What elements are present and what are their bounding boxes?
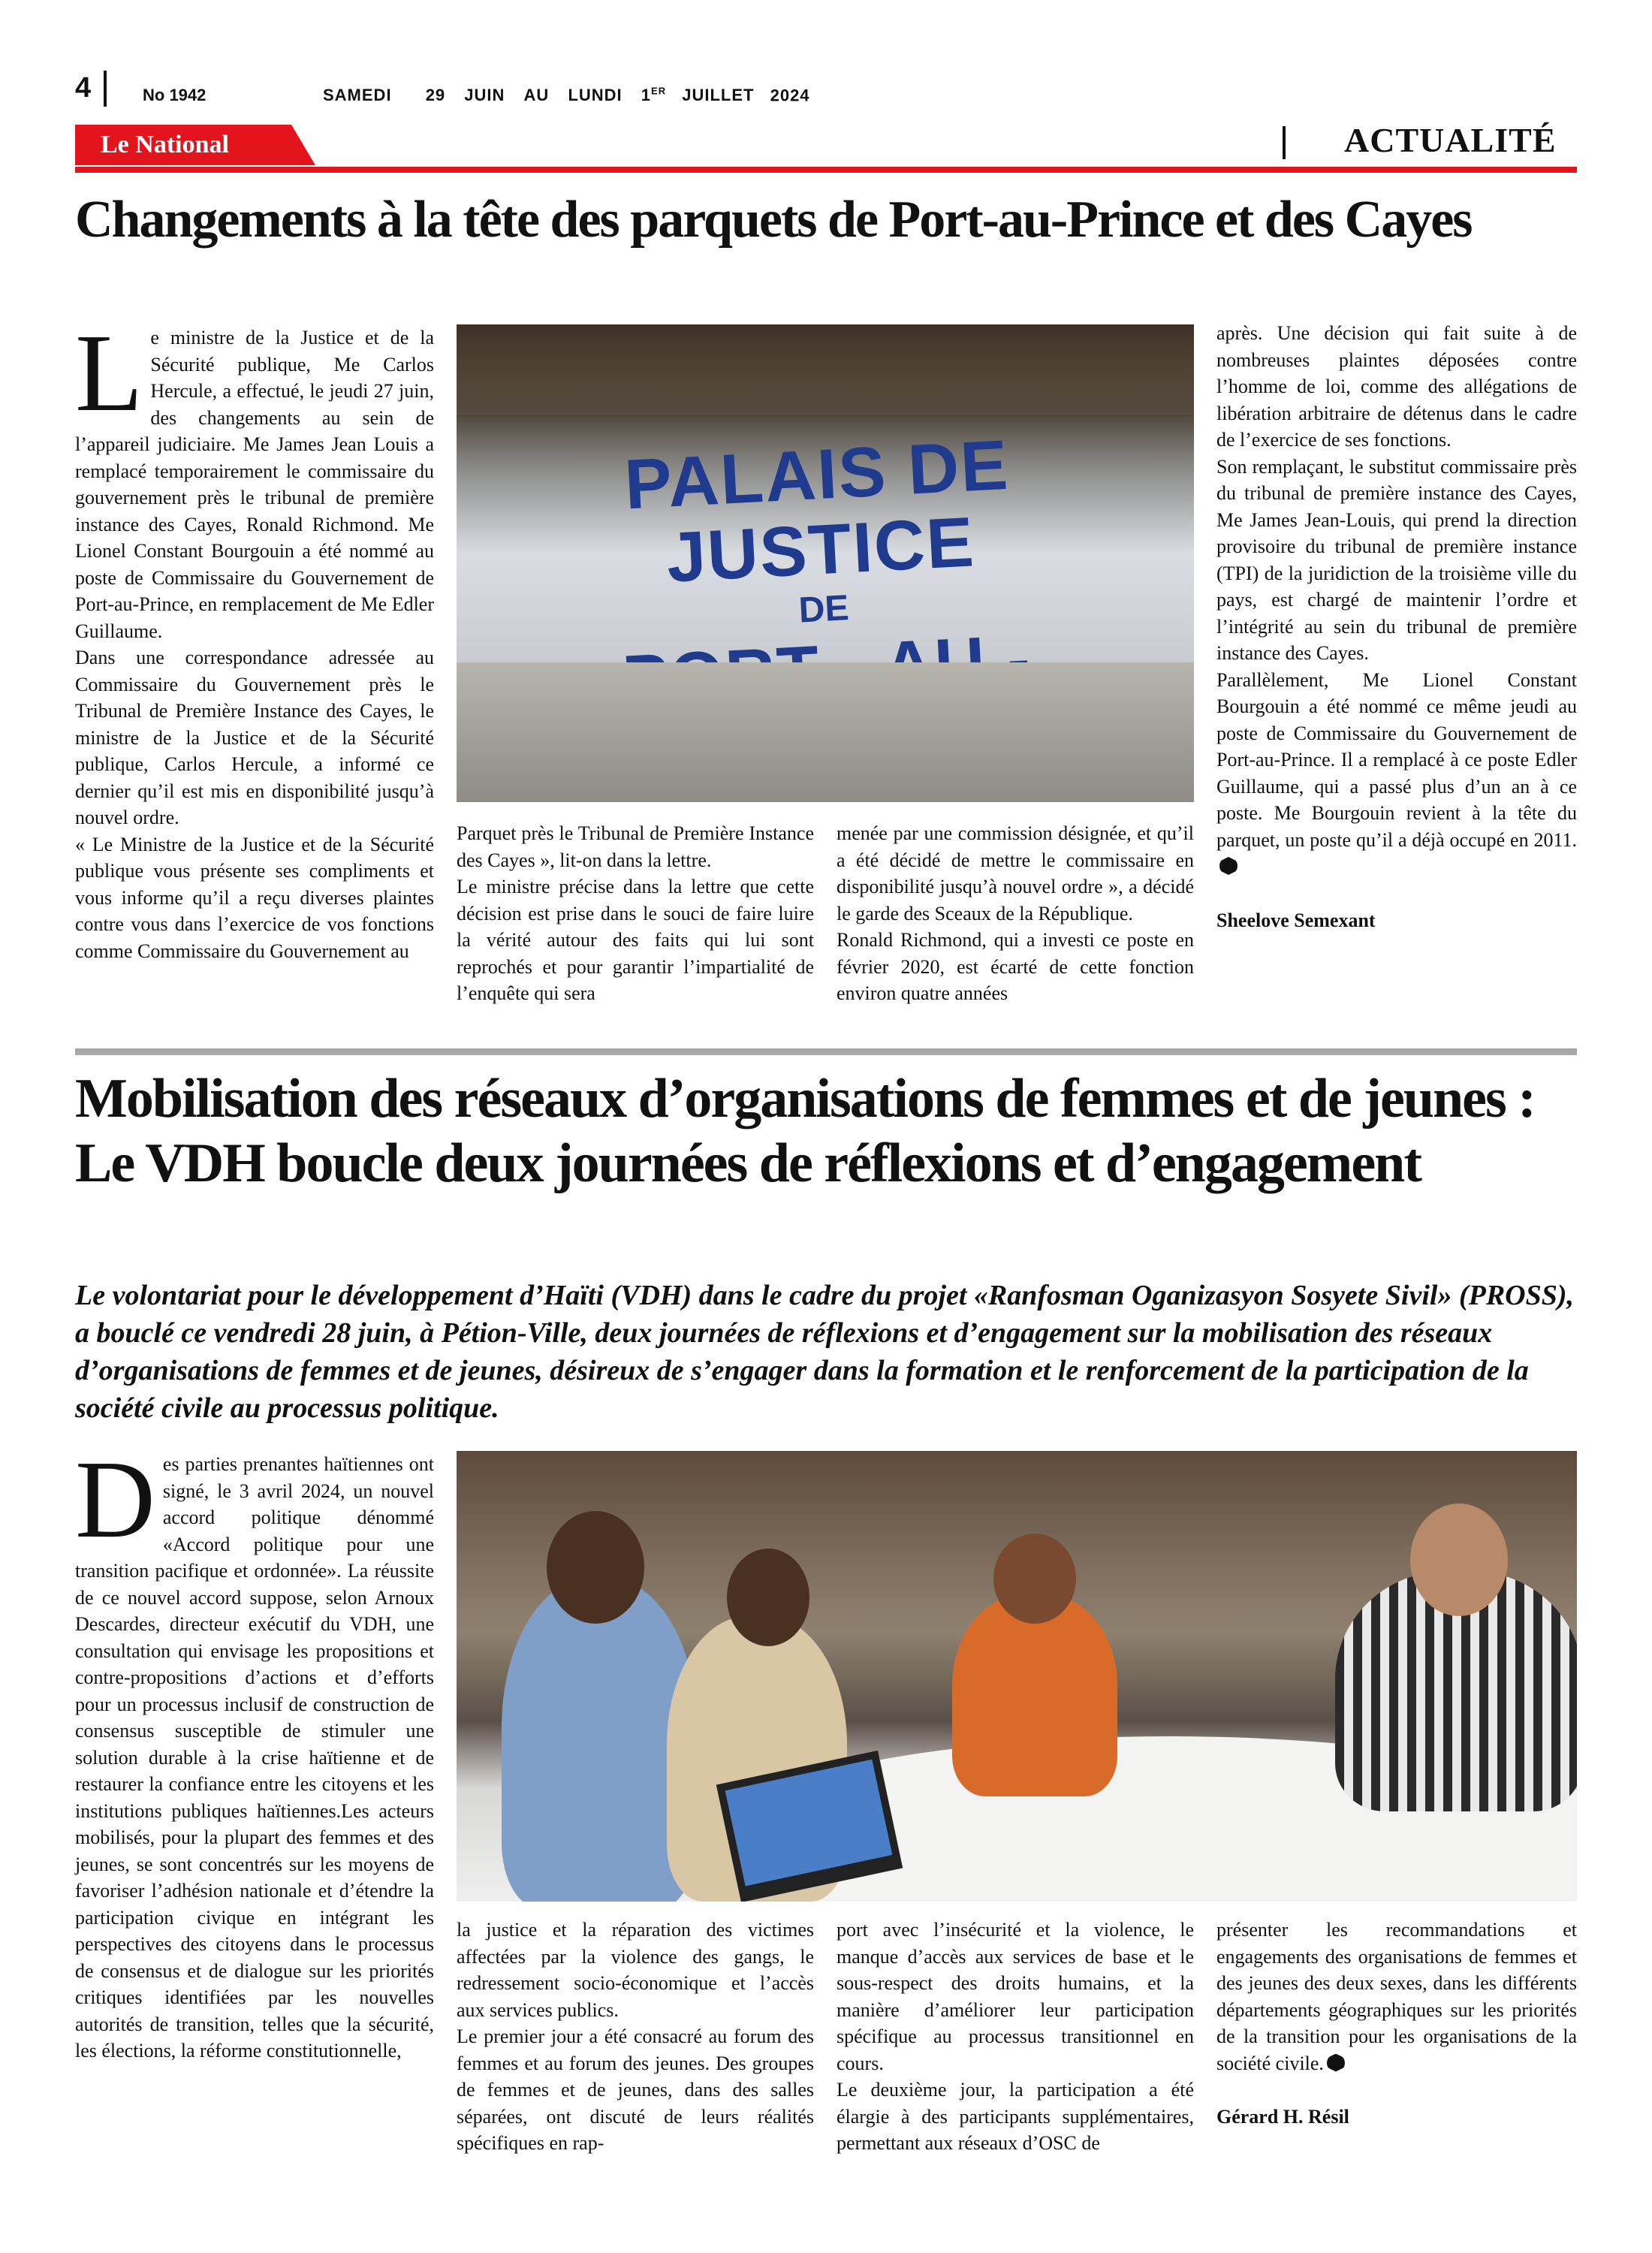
paragraph: Son remplaçant, le substitut commissaire près du tribunal de première instance des Cayes, Me James Jean-Louis, qui prend la direction provisoire du tribunal de première instance (TPI) de la juridiction de la troisième ville du pays, est chargé de maintenir l’ordre et l’intégrité au sein du tribunal de première instance des Cayes. (1216, 455, 1577, 664)
issue-number: No 1942 (143, 86, 206, 104)
paragraph: Dans une correspondance adressée au Commissaire du Gouvernement près le Tribunal de Première Instance des Cayes, le ministre de la Justice et de la Sécurité publique, Carlos Hercule, a informé ce dernier qu’il est mis en disponibilité jusqu’à nouvel ordre. (75, 647, 434, 828)
date-day: 1ER (641, 86, 667, 105)
dropcap: D (75, 1438, 155, 1561)
date-year: 2024 (770, 86, 810, 105)
photo-head (727, 1549, 809, 1646)
article2-title: Mobilisation des réseaux d’organisations de femmes et de jeunes : Le VDH boucle deux journées de réflexions et d’engagement (75, 1068, 1535, 1194)
workshop-photo (457, 1451, 1577, 1902)
article-separator (75, 1048, 1577, 1055)
paragraph: port avec l’insécurité et la violence, le manque d’accès aux services de base et le sous-respect des droits humains, et la manière d’améliorer leur participation spécifique au processus transitionnel en cours. (837, 1919, 1194, 2074)
paragraph: menée par une commission désignée, et qu’il a été décidé de mettre le commissaire en disponibilité jusqu’à nouvel ordre », a décidé le garde des Sceaux de la République. (837, 822, 1194, 924)
paragraph: Le ministre précise dans la lettre que cette décision est prise dans le souci de faire luire la vérité autour des faits qui lui sont reprochés et pour garantir l’impartialité de l’enquête qui sera (457, 876, 814, 1004)
section-divider (1283, 126, 1286, 159)
article1-title: Changements à la tête des parquets de Port-au-Prince et des Cayes (75, 191, 1472, 249)
date-word: JUILLET (682, 86, 755, 105)
article2-column-2 (457, 1917, 814, 2157)
brand-name: Le National (101, 131, 229, 158)
article1-column-2 (457, 820, 814, 1007)
end-mark-icon (1219, 857, 1237, 875)
article2-lead: Le volontariat pour le développement d’Haïti (VDH) dans le cadre du projet «Ranfosman Oganizasyon Sosyete Sivil» (PROSS), a bouclé ce vendredi 28 juin, à Pétion-Ville, deux journées de réflexions et d’engagement sur la mobilisation des réseaux d’organisations de femmes et de jeunes, désireux de s’engager dans la formation et le renforcement de la participation de la société civile au processus politique. (75, 1280, 1575, 1424)
paragraph: es parties prenantes haïtiennes ont signé, le 3 avril 2024, un nouvel accord politique dénommé «Accord politique pour une transition pacifique et ordonnée». La réussite de ce nouvel accord suppose, selon Arnoux Descardes, directeur exécutif du VDH, une consultation qui envisage les propositions et contre-propositions d’actions et d’efforts pour un processus inclusif de construction de consensus susceptible de stimuler une solution durable à la crise haïtienne et de restaurer la confiance entre les citoyens et les institutions publiques haïtiennes.Les acteurs mobilisés, pour la plupart des femmes et des jeunes, se sont concentrés sur les moyens de favoriser l’adhésion nationale et d’étendre la participation civique en intégrant les perspectives des citoyens dans le processus de consensus et de dialogue sur les priorités critiques identifiées par les nouvelles autorités de transition, telles que la sécurité, les élections, la réforme constitutionnelle, (75, 1453, 434, 2061)
sign-line: DE (797, 588, 850, 631)
photo-head (993, 1534, 1076, 1624)
date-word: SAMEDI (323, 86, 392, 105)
dateline (323, 86, 810, 105)
paragraph: « Le Ministre de la Justice et de la Sécurité publique vous présente ses compliments et vous informe qu’il a reçu diverses plaintes contre vous dans l’exercice de vos fonctions comme Commissaire du Gouvernement au (75, 833, 434, 962)
date-word: LUNDI (568, 86, 623, 105)
paragraph: après. Une décision qui fait suite à de nombreuses plaintes déposées contre l’homme de loi, comme des allégations de libération arbitraire de détenus dans le cadre de l’exercice de ses fonctions. (1216, 322, 1577, 451)
sign-line: PALAIS DE JUSTICE (623, 424, 1011, 597)
paragraph: présenter les recommandations et engagements des organisations de femmes et des jeunes des deux sexes, dans les différents départements géographiques sur les priorités de la transition pour les organisations de la société civile. (1216, 1919, 1577, 2074)
page-number: 4 (75, 72, 92, 104)
palais-de-justice-photo (457, 324, 1194, 802)
folio-divider (104, 71, 107, 107)
article2-column-3 (837, 1917, 1194, 2157)
paragraph: Le premier jour a été consacré au forum des femmes et au forum des jeunes. Des groupes de femmes et de jeunes, dans des salles séparées, ont discuté de leurs réalités spécifiques en rap- (457, 2025, 814, 2154)
date-word: JUIN (464, 86, 505, 105)
paragraph: Le deuxième jour, la participation a été élargie à des participants supplémentaires, permettant aux réseaux d’OSC de (837, 2079, 1194, 2154)
header-rule (75, 167, 1577, 173)
article2-column-1 (75, 1438, 434, 2064)
date-word: 29 (425, 86, 446, 105)
photo-wall (457, 662, 1194, 802)
paragraph: Ronald Richmond, qui a investi ce poste en février 2020, est écarté de cette fonction environ quatre années (837, 929, 1194, 1004)
article2-column-4 (1216, 1917, 1577, 2131)
photo-trees (457, 324, 1194, 415)
paragraph: e ministre de la Justice et de la Sécurité publique, Me Carlos Hercule, a effectué, le jeudi 27 juin, des changements au sein de l’appareil judiciaire. Me James Jean Louis a remplacé temporairement le commissaire du gouvernement près le tribunal de première instance des Cayes, Ronald Richmond. Me Lionel Constant Bourgouin a été nommé au poste de Commissaire du Gouvernement de Port-au-Prince, en remplacement de Me Edler Guillaume. (75, 327, 434, 642)
article1-column-3 (837, 820, 1194, 1007)
dropcap: L (75, 312, 143, 435)
photo-sign (541, 423, 1101, 677)
article1-column-4 (1216, 320, 1577, 933)
article2-author: Gérard H. Résil (1216, 2106, 1349, 2128)
photo-laptop-screen (725, 1760, 893, 1887)
date-word: AU (523, 86, 550, 105)
paragraph: Parallèlement, Me Lionel Constant Bourgouin a été nommé ce même jeudi au poste de Commissaire du Gouvernement de Port-au-Prince. Il a remplacé à ce poste Edler Guillaume, qui a passé plus d’un an à ce poste. Me Bourgouin revient à la tête du parquet, un poste qu’il a déjà occupé en 2011. (1216, 667, 1577, 880)
end-mark-icon (1327, 2054, 1345, 2072)
paragraph: Parquet près le Tribunal de Première Instance des Cayes », lit-on dans la lettre. (457, 822, 814, 871)
paragraph: la justice et la réparation des victimes affectées par la violence des gangs, le redressement socio-économique et l’accès aux services publics. (457, 1919, 814, 2021)
section-title: ACTUALITÉ (1344, 121, 1557, 159)
photo-person (952, 1594, 1117, 1796)
article1-column-1 (75, 312, 434, 964)
article1-author: Sheelove Semexant (1216, 909, 1376, 931)
photo-head (547, 1511, 644, 1624)
photo-head (1410, 1504, 1508, 1616)
